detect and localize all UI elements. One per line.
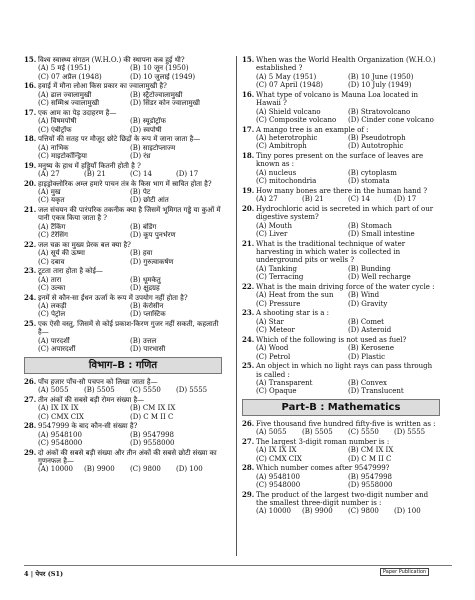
footer-rule bbox=[24, 565, 452, 566]
options-grid bbox=[24, 465, 222, 473]
answer-option: (B) हवा bbox=[130, 249, 153, 258]
question-text: पत्तियों की सतह पर मौजूद छोटे छिद्रों के रूप में जाना जाता है— bbox=[38, 135, 201, 144]
answer-option: (B) उत्तल bbox=[130, 336, 157, 345]
answer-option: (D) 17 bbox=[394, 195, 417, 204]
question-number: 17. bbox=[24, 107, 37, 117]
answer-option: (B) 9900 bbox=[302, 507, 333, 516]
question-text: Which of the following is not used as fuel? bbox=[256, 335, 407, 344]
question-number: 29. bbox=[24, 447, 37, 457]
question-item bbox=[242, 464, 440, 489]
options-grid bbox=[242, 73, 440, 90]
answer-option: (C) CMX CIX bbox=[38, 412, 84, 421]
question-stem bbox=[24, 162, 222, 170]
answer-option: (A) तारा bbox=[38, 275, 62, 284]
hindi-column bbox=[24, 56, 222, 475]
answer-option: (A) 10000 bbox=[256, 507, 292, 516]
answer-option: (C) 9548000 bbox=[256, 480, 301, 489]
english-science-questions bbox=[242, 56, 440, 396]
answer-option: (D) स्वपोषी bbox=[130, 125, 162, 134]
question-number: 15. bbox=[24, 55, 37, 64]
answer-option: (D) stomata bbox=[348, 177, 390, 186]
options-grid bbox=[242, 134, 440, 151]
question-number: 25. bbox=[24, 319, 37, 329]
answer-option: (D) प्लास्टिक bbox=[130, 310, 166, 319]
question-text: दो अंकों की सबसे बड़ी संख्या और तीन अंकों की सबसे छोटी संख्या का गुणनफल है— bbox=[38, 448, 217, 465]
answer-option: (C) Liver bbox=[256, 230, 288, 239]
options-grid bbox=[242, 318, 440, 335]
answer-option: (A) टैंकिंग bbox=[38, 222, 66, 231]
question-stem bbox=[242, 187, 440, 195]
options-grid bbox=[24, 431, 222, 448]
answer-option: (B) 9900 bbox=[84, 465, 115, 474]
question-text: What type of volcano is Mauna Loa located in Hawaii ? bbox=[256, 90, 419, 108]
options-grid bbox=[24, 337, 222, 354]
answer-option: (A) Mouth bbox=[256, 221, 292, 230]
answer-option: (D) Cinder cone volcano bbox=[348, 116, 434, 125]
question-number: 22. bbox=[24, 239, 37, 249]
options-grid bbox=[24, 302, 222, 319]
answer-option: (C) 5550 bbox=[348, 428, 379, 437]
answer-option: (C) mitochondria bbox=[256, 177, 317, 186]
answer-option: (C) दबाव bbox=[38, 257, 65, 266]
answer-option: (A) लकड़ी bbox=[38, 302, 67, 311]
answer-option: (C) 14 bbox=[130, 170, 152, 179]
question-number: 25. bbox=[242, 361, 255, 371]
options-grid bbox=[242, 344, 440, 361]
answer-option: (A) 5055 bbox=[256, 428, 287, 437]
question-item bbox=[242, 152, 440, 186]
question-number: 19. bbox=[242, 185, 255, 195]
answer-option: (A) Shield volcano bbox=[256, 107, 321, 116]
options-grid bbox=[242, 195, 440, 203]
question-item bbox=[242, 336, 440, 361]
question-text: 9547999 के बाद कौन-सी संख्या है? bbox=[38, 422, 138, 431]
question-number: 23. bbox=[242, 308, 255, 318]
question-item bbox=[24, 162, 222, 179]
answer-option: (C) एंबीट्रॉफ bbox=[38, 125, 72, 134]
question-number: 22. bbox=[242, 281, 255, 291]
question-number: 16. bbox=[242, 89, 255, 99]
question-item bbox=[24, 82, 222, 107]
answer-option: (C) 9800 bbox=[348, 507, 379, 516]
question-item bbox=[242, 126, 440, 151]
question-text: विश्व स्वास्थ्य संगठन (W.H.O.) की स्थापना कब हुई थी? bbox=[38, 56, 185, 64]
question-item bbox=[242, 187, 440, 204]
answer-option: (D) 100 bbox=[394, 507, 421, 516]
question-text: The largest 3-digit roman number is : bbox=[256, 437, 390, 446]
answer-option: (C) Opaque bbox=[256, 387, 297, 396]
question-item bbox=[242, 362, 440, 396]
answer-option: (B) बंडिंग bbox=[130, 222, 157, 231]
question-number: 27. bbox=[24, 394, 37, 404]
answer-option: (C) 07 अप्रैल (1948) bbox=[38, 72, 102, 81]
answer-option: (A) पारदर्शी bbox=[38, 336, 70, 345]
answer-option: (A) IX IX IX bbox=[38, 404, 79, 413]
question-number: 26. bbox=[242, 418, 255, 428]
answer-option: (D) छोटी आंत bbox=[130, 196, 169, 205]
question-text: How many bones are there in the human hand ? bbox=[256, 186, 428, 195]
answer-option: (A) मुख bbox=[38, 188, 61, 197]
answer-option: (A) Heat from the sun bbox=[256, 291, 334, 300]
answer-option: (C) Petrol bbox=[256, 352, 291, 361]
answer-option: (B) केरोसीन bbox=[130, 302, 164, 311]
answer-option: (C) Terracing bbox=[256, 273, 304, 282]
question-number: 20. bbox=[24, 178, 37, 188]
answer-option: (C) 14 bbox=[348, 195, 370, 204]
answer-option: (B) पेट bbox=[130, 188, 151, 197]
question-stem bbox=[242, 336, 440, 344]
question-number: 17. bbox=[242, 124, 255, 134]
question-stem bbox=[242, 126, 440, 134]
question-stem bbox=[242, 152, 440, 169]
english-math-questions bbox=[242, 420, 440, 516]
answer-option: (B) स्ट्रैटोज्वालामुखी bbox=[130, 90, 183, 99]
hindi-science-questions bbox=[24, 56, 222, 354]
question-stem bbox=[24, 135, 222, 143]
answer-option: (A) IX IX IX bbox=[256, 446, 297, 455]
answer-option: (A) नाभिक bbox=[38, 143, 69, 152]
answer-option: (A) 9548100 bbox=[38, 430, 82, 439]
answer-option: (A) ढाल ज्वालामुखी bbox=[38, 90, 92, 99]
answer-option: (B) 21 bbox=[302, 195, 324, 204]
question-item bbox=[242, 438, 440, 463]
answer-option: (B) Wind bbox=[348, 291, 380, 300]
answer-option: (C) सम्मिश्र ज्वालामुखी bbox=[38, 99, 100, 108]
question-text: तीन अंकों की सबसे बड़ी रोमन संख्या है— bbox=[38, 395, 145, 404]
answer-option: (A) Star bbox=[256, 317, 284, 326]
question-stem bbox=[242, 438, 440, 446]
question-stem bbox=[24, 241, 222, 249]
options-grid bbox=[24, 223, 222, 240]
answer-option: (D) Translucent bbox=[348, 387, 404, 396]
answer-option: (B) धूमकेतु bbox=[130, 275, 161, 284]
question-stem bbox=[24, 294, 222, 302]
question-stem bbox=[24, 396, 222, 404]
answer-option: (B) cytoplasm bbox=[348, 168, 397, 177]
question-text: What is the traditional technique of water harvesting in which water is collected in underground pits or wells ? bbox=[256, 239, 406, 265]
answer-option: (D) C M II C bbox=[348, 454, 392, 463]
options-grid bbox=[242, 291, 440, 308]
answer-option: (D) 10 July (1949) bbox=[348, 81, 412, 90]
question-item bbox=[242, 56, 440, 90]
options-grid bbox=[242, 507, 440, 515]
answer-option: (D) Autotrophic bbox=[348, 142, 404, 151]
answer-option: (C) Pressure bbox=[256, 299, 301, 308]
question-item bbox=[242, 91, 440, 125]
answer-option: (D) 5555 bbox=[176, 386, 208, 395]
options-grid bbox=[24, 188, 222, 205]
answer-option: (A) Tanking bbox=[256, 264, 298, 273]
answer-option: (C) 9548000 bbox=[38, 438, 83, 447]
question-item bbox=[24, 294, 222, 319]
answer-option: (C) पेट्रोल bbox=[38, 310, 66, 319]
answer-option: (C) Ambitroph bbox=[256, 142, 307, 151]
question-item bbox=[24, 206, 222, 240]
question-stem bbox=[242, 240, 440, 265]
answer-option: (D) 5555 bbox=[394, 428, 426, 437]
answer-option: (B) साइटोप्लाज्म bbox=[130, 143, 176, 152]
question-number: 20. bbox=[242, 203, 255, 213]
question-text: हवाई में मौना लोआ किस प्रकार का ज्वालामुखी है? bbox=[38, 82, 167, 91]
answer-option: (A) विषमपोषी bbox=[38, 117, 77, 126]
question-text: Tiny pores present on the surface of leaves are known as : bbox=[256, 152, 424, 169]
answer-option: (C) 5550 bbox=[130, 386, 161, 395]
answer-option: (D) 10 जुलाई (1949) bbox=[130, 72, 196, 81]
question-stem bbox=[242, 205, 440, 222]
options-grid bbox=[242, 379, 440, 396]
answer-option: (A) 9548100 bbox=[256, 472, 300, 481]
question-stem bbox=[24, 180, 222, 188]
question-stem bbox=[24, 109, 222, 117]
question-stem bbox=[24, 449, 222, 466]
question-text: Five thousand five hundred fifty-five is written as : bbox=[256, 419, 436, 428]
answer-option: (D) 100 bbox=[176, 465, 203, 474]
options-grid bbox=[242, 108, 440, 125]
answer-option: (A) nucleus bbox=[256, 168, 297, 177]
options-grid bbox=[24, 386, 222, 394]
question-stem bbox=[242, 420, 440, 428]
question-text: When was the World Health Organization (W.H.O.) established ? bbox=[256, 56, 436, 73]
answer-option: (B) 10 June (1950) bbox=[348, 72, 414, 81]
column-divider bbox=[236, 56, 237, 556]
question-stem bbox=[24, 82, 222, 90]
question-item bbox=[24, 267, 222, 292]
answer-option: (D) Plastic bbox=[348, 352, 385, 361]
question-number: 26. bbox=[24, 376, 37, 386]
question-text: The product of the largest two-digit number and the smallest three-digit number is : bbox=[256, 490, 429, 507]
answer-option: (D) पारभासी bbox=[130, 345, 166, 354]
answer-option: (D) Gravity bbox=[348, 299, 388, 308]
answer-option: (A) 27 bbox=[38, 170, 60, 179]
question-number: 28. bbox=[242, 463, 255, 473]
answer-option: (C) CMX CIX bbox=[256, 454, 302, 463]
question-number: 19. bbox=[24, 160, 37, 170]
options-grid bbox=[24, 276, 222, 293]
answer-option: (A) 5 May (1951) bbox=[256, 72, 317, 81]
options-grid bbox=[242, 473, 440, 490]
question-item bbox=[24, 320, 222, 354]
question-stem bbox=[24, 320, 222, 337]
question-item bbox=[242, 491, 440, 516]
page-number: 4 | पेपर (S1) bbox=[24, 570, 64, 578]
question-text: एक ऐसी वस्तु, जिसमें से कोई प्रकाश-किरण गुजर नहीं सकती, कहलाती है— bbox=[38, 320, 219, 337]
answer-option: (D) Asteroid bbox=[348, 326, 392, 335]
question-stem bbox=[242, 309, 440, 317]
answer-option: (A) heterotrophic bbox=[256, 134, 318, 143]
question-text: An object in which no light rays can pass through is called : bbox=[256, 362, 433, 379]
question-text: जल चक्र का मुख्य प्रेरक बल क्या है? bbox=[38, 240, 131, 249]
answer-option: (D) C M II C bbox=[130, 412, 174, 421]
question-stem bbox=[242, 464, 440, 472]
answer-option: (A) Transparent bbox=[256, 378, 313, 387]
question-text: Hydrochloric acid is secreted in which part of our digestive system? bbox=[256, 204, 434, 222]
question-item bbox=[24, 135, 222, 160]
question-item bbox=[24, 378, 222, 395]
question-text: मनुष्य के हाथ में हड्डियाँ कितनी होती है ? bbox=[38, 161, 141, 170]
question-text: पाँच हजार पाँच-सौ पचपन को लिखा जाता है— bbox=[38, 377, 158, 386]
answer-option: (B) Comet bbox=[348, 317, 384, 326]
answer-option: (A) सूर्य की ऊष्मा bbox=[38, 249, 85, 258]
question-item bbox=[242, 420, 440, 437]
question-item bbox=[24, 396, 222, 421]
question-number: 28. bbox=[24, 421, 37, 431]
question-item bbox=[24, 422, 222, 447]
answer-option: (B) CM IX IX bbox=[348, 446, 394, 455]
answer-option: (D) 9558000 bbox=[348, 480, 393, 489]
question-text: एक आम का पेड़ उदाहरण है— bbox=[38, 108, 117, 117]
question-number: 18. bbox=[24, 134, 37, 144]
answer-option: (B) Stomach bbox=[348, 221, 392, 230]
answer-option: (D) Small intestine bbox=[348, 230, 415, 239]
answer-option: (D) क्षुद्रग्रह bbox=[130, 284, 160, 293]
question-stem bbox=[242, 491, 440, 508]
question-number: 18. bbox=[242, 151, 255, 161]
answer-option: (B) 21 bbox=[84, 170, 106, 179]
answer-option: (C) टेरेसिंग bbox=[38, 231, 68, 240]
hindi-math-questions bbox=[24, 378, 222, 474]
question-text: टूटता तारा होता है कोई— bbox=[38, 267, 103, 276]
question-stem bbox=[24, 378, 222, 386]
answer-option: (D) रंध्र bbox=[130, 152, 151, 161]
answer-option: (C) 9800 bbox=[130, 465, 161, 474]
answer-option: (D) सिंडर कोन ज्वालामुखी bbox=[130, 99, 200, 108]
answer-option: (A) 10000 bbox=[38, 465, 74, 474]
options-grid bbox=[24, 404, 222, 421]
question-number: 15. bbox=[242, 55, 255, 64]
options-grid bbox=[242, 169, 440, 186]
question-number: 29. bbox=[242, 489, 255, 499]
options-grid bbox=[24, 249, 222, 266]
question-number: 24. bbox=[242, 334, 255, 344]
hindi-section-heading: विभाग–B : गणित bbox=[24, 357, 222, 374]
answer-option: (A) Wood bbox=[256, 344, 289, 353]
answer-option: (B) 9547998 bbox=[348, 472, 393, 481]
answer-option: (B) स्यूडोट्रॉफ bbox=[130, 117, 166, 126]
answer-option: (C) 07 April (1948) bbox=[256, 81, 324, 90]
answer-option: (D) Well recharge bbox=[348, 273, 411, 282]
answer-option: (B) Stratovolcano bbox=[348, 107, 411, 116]
answer-option: (A) 5055 bbox=[38, 386, 69, 395]
question-number: 27. bbox=[242, 436, 255, 446]
answer-option: (A) 5 मई (1951) bbox=[38, 64, 91, 73]
answer-option: (B) 9547998 bbox=[130, 430, 175, 439]
question-text: जल संचयन की पारंपरिक तकनीक क्या है जिसमें भूमिगत गड्ढे या कुओं में पानी एकत्र किया जाता है ? bbox=[38, 206, 221, 223]
answer-option: (A) 27 bbox=[256, 195, 278, 204]
english-column bbox=[242, 56, 440, 517]
options-grid bbox=[24, 64, 222, 81]
answer-option: (B) Convex bbox=[348, 378, 387, 387]
question-number: 21. bbox=[242, 238, 255, 248]
options-grid bbox=[242, 446, 440, 463]
answer-option: (D) 9558000 bbox=[130, 438, 175, 447]
answer-option: (C) माइटोकॉन्ड्रिया bbox=[38, 152, 87, 161]
question-item bbox=[24, 449, 222, 474]
question-text: A mango tree is an example of : bbox=[256, 125, 369, 134]
question-text: A shooting star is a : bbox=[256, 309, 330, 318]
question-stem bbox=[242, 362, 440, 379]
question-text: What is the main driving force of the water cycle : bbox=[256, 282, 435, 291]
question-item bbox=[24, 241, 222, 266]
question-stem bbox=[242, 56, 440, 73]
options-grid bbox=[24, 144, 222, 161]
question-item bbox=[24, 109, 222, 134]
question-number: 24. bbox=[24, 292, 37, 302]
question-text: Which number comes after 9547999? bbox=[256, 464, 390, 473]
question-item bbox=[24, 180, 222, 205]
question-number: 21. bbox=[24, 205, 37, 215]
question-item bbox=[242, 205, 440, 239]
question-text: इनमें से कौन-सा ईंधन ऊर्जा के रूप में उपयोग नहीं होता है? bbox=[38, 293, 188, 302]
question-stem bbox=[24, 422, 222, 430]
question-number: 16. bbox=[24, 81, 37, 91]
answer-option: (C) अपारदर्शी bbox=[38, 345, 76, 354]
options-grid bbox=[242, 428, 440, 436]
publisher-logo: Paper Publication bbox=[380, 568, 429, 576]
answer-option: (B) Bunding bbox=[348, 264, 391, 273]
answer-option: (C) उल्का bbox=[38, 284, 66, 293]
answer-option: (B) 5505 bbox=[302, 428, 333, 437]
options-grid bbox=[24, 91, 222, 108]
question-stem bbox=[242, 283, 440, 291]
answer-option: (B) Kerosene bbox=[348, 344, 394, 353]
options-grid bbox=[242, 222, 440, 239]
question-text: हाइड्रोक्लोरिक अम्ल हमारे पाचन तंत्र के किस भाग में स्रावित होता है? bbox=[38, 179, 212, 188]
question-item bbox=[24, 56, 222, 81]
question-item bbox=[242, 240, 440, 282]
answer-option: (C) Composite volcano bbox=[256, 116, 337, 125]
options-grid bbox=[24, 117, 222, 134]
answer-option: (B) CM IX IX bbox=[130, 404, 176, 413]
english-section-heading: Part-B : Mathematics bbox=[242, 399, 440, 416]
answer-option: (B) 10 जून (1950) bbox=[130, 64, 189, 73]
question-stem bbox=[24, 206, 222, 223]
question-item bbox=[242, 283, 440, 308]
question-number: 23. bbox=[24, 266, 37, 276]
answer-option: (D) गुरुत्वाकर्षण bbox=[130, 257, 174, 266]
question-item bbox=[242, 309, 440, 334]
answer-option: (B) 5505 bbox=[84, 386, 115, 395]
question-stem bbox=[24, 267, 222, 275]
answer-option: (B) Pseudotroph bbox=[348, 134, 406, 143]
answer-option: (C) Meteor bbox=[256, 326, 295, 335]
answer-option: (D) कूप पुनर्भरण bbox=[130, 231, 176, 240]
answer-option: (D) 17 bbox=[176, 170, 199, 179]
answer-option: (C) यकृत bbox=[38, 196, 65, 205]
options-grid bbox=[242, 265, 440, 282]
question-stem bbox=[24, 56, 222, 64]
options-grid bbox=[24, 170, 222, 178]
question-stem bbox=[242, 91, 440, 108]
